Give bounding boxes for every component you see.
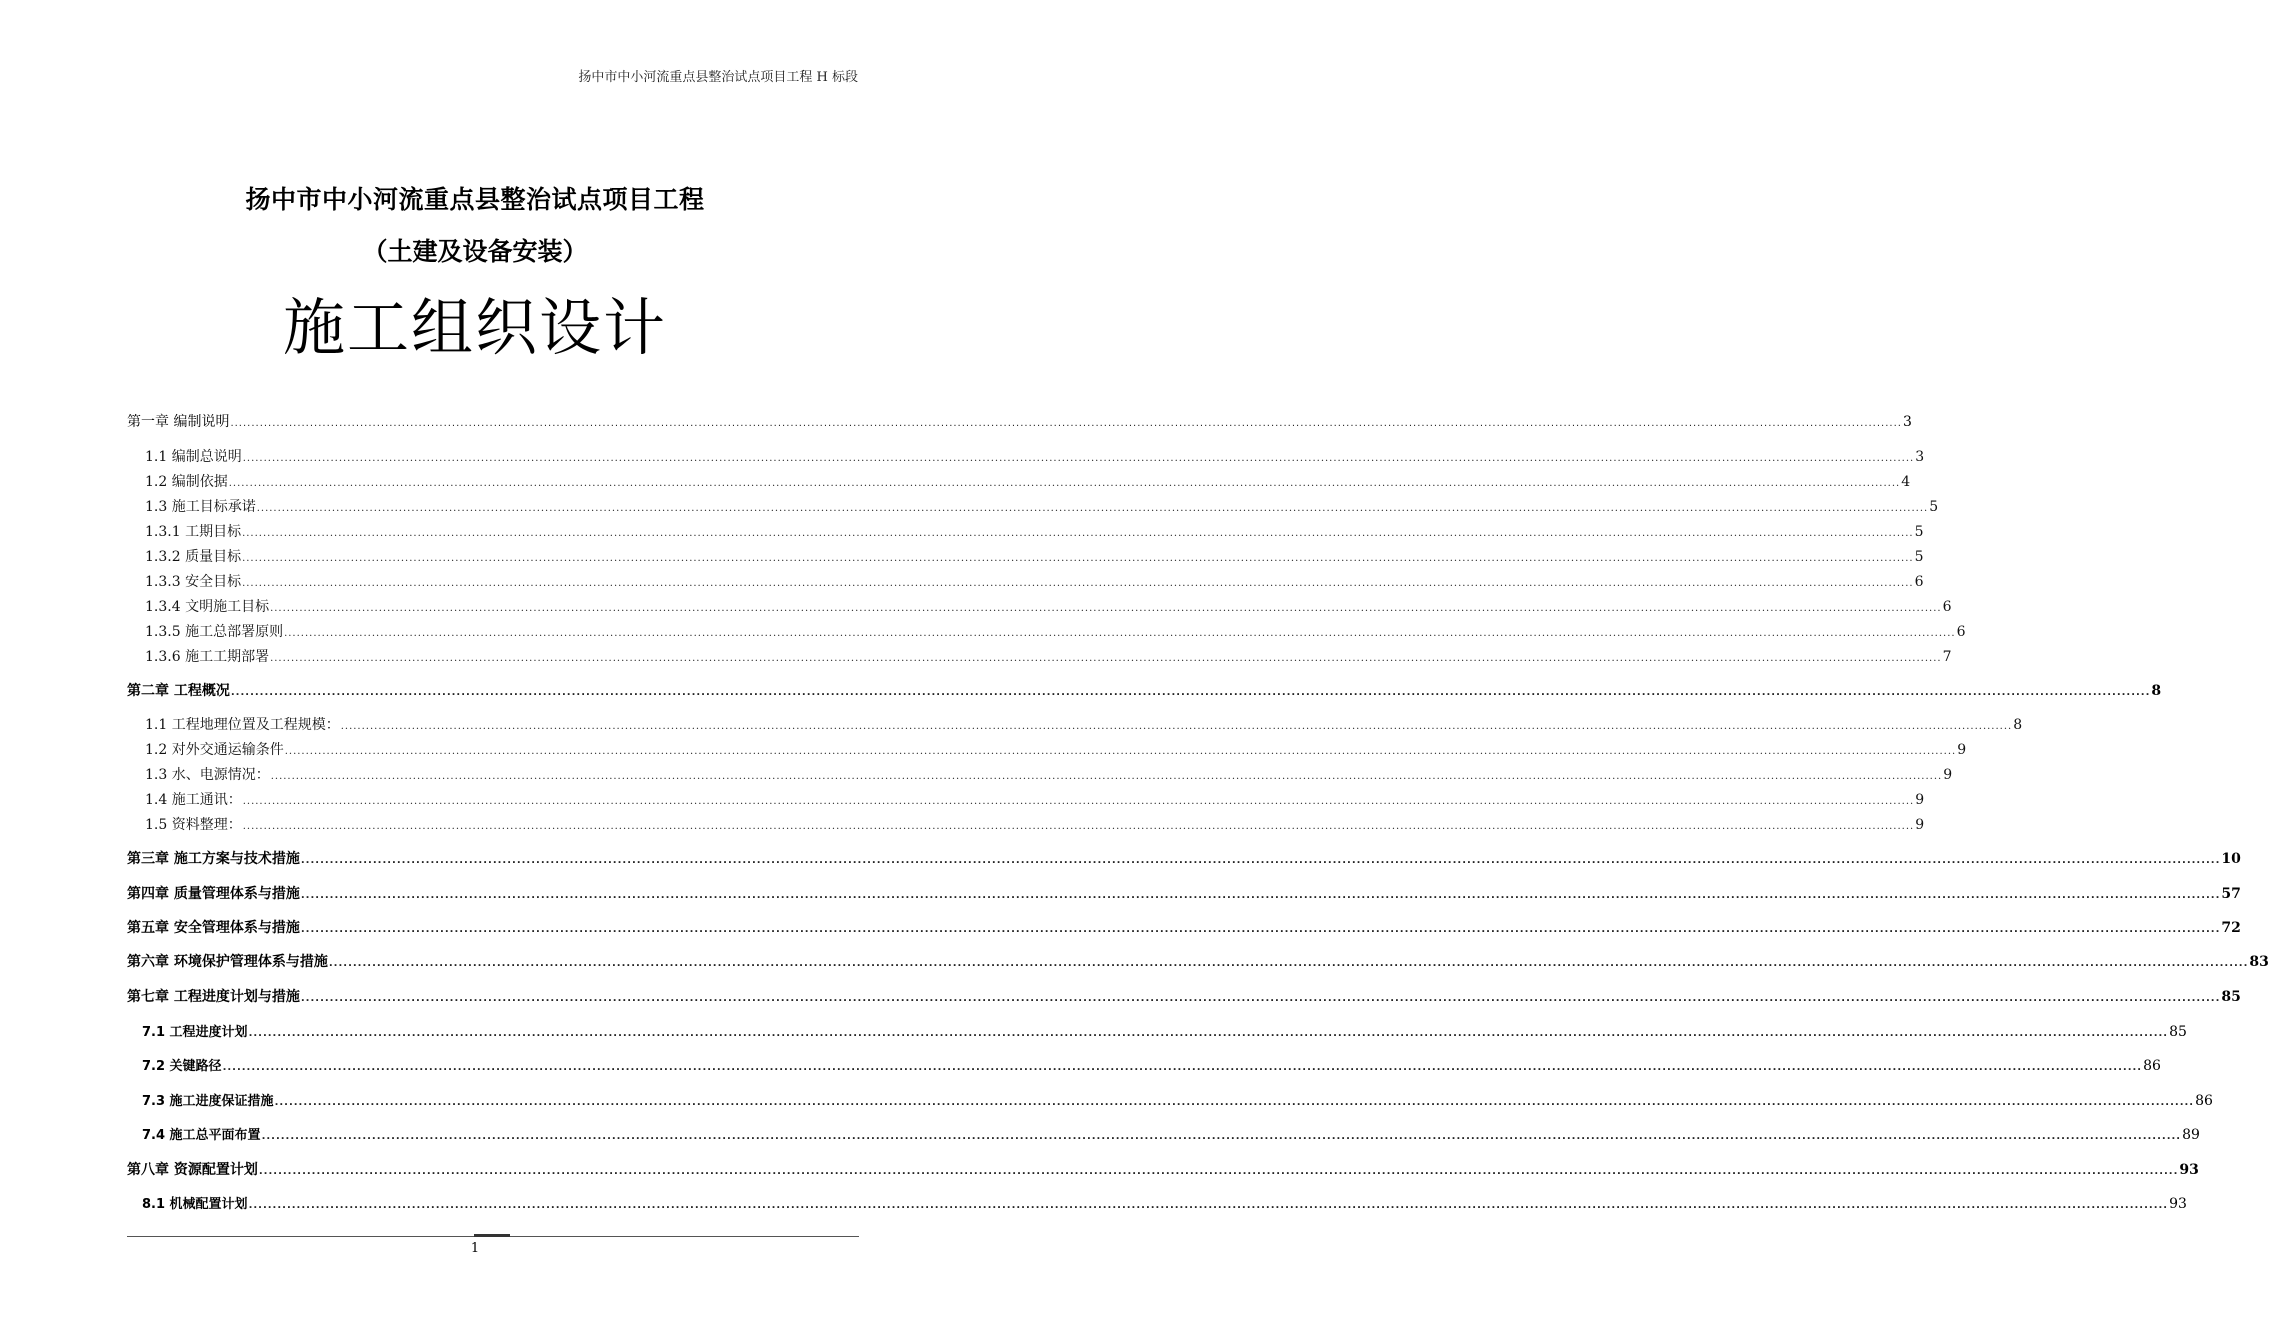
toc-entry-page: 85: [2221, 989, 2241, 1005]
toc-entry-label: 1.3 水、电源情况：: [145, 767, 270, 783]
toc-leader-dots: ................................................................................................................................................................................................................................................................................................................................................................................................................: [270, 653, 1942, 664]
toc-entry-label: 1.1 工程地理位置及工程规模：: [145, 717, 340, 733]
toc-entry[interactable]: [145, 446, 1925, 466]
toc-entry-page: 5: [1914, 524, 1924, 540]
toc-entry[interactable]: [142, 1021, 2187, 1040]
toc-entry[interactable]: [127, 951, 2269, 971]
toc-entry-page: 85: [2169, 1024, 2187, 1040]
toc-entry-label: 7.4 施工总平面布置: [142, 1128, 261, 1143]
title-line-2: （土建及设备安装）: [362, 237, 588, 266]
toc-entry[interactable]: [127, 680, 2162, 700]
toc-entry[interactable]: [145, 496, 1939, 516]
toc-entry-label: 1.3.1 工期目标: [145, 524, 242, 540]
toc-entry-page: 9: [1957, 742, 1967, 758]
toc-entry-page: 5: [1929, 499, 1939, 515]
toc-entry-page: 7: [1942, 649, 1952, 665]
toc-leader-dots: ................................................................................................................................................................................................................................................................................................................................................................................................................: [274, 1097, 2195, 1108]
toc-entry-label: 第四章 质量管理体系与措施: [127, 886, 300, 902]
toc-entry-page: 3: [1902, 414, 1912, 430]
toc-entry-page: 9: [1943, 767, 1953, 783]
toc-leader-dots: ................................................................................................................................................................................................................................................................................................................................................................................................................: [328, 958, 2249, 969]
toc-entry-label: 第三章 施工方案与技术措施: [127, 851, 300, 867]
toc-entry-label: 1.5 资料整理：: [145, 817, 242, 833]
toc-entry-label: 1.1 编制总说明: [145, 449, 242, 465]
toc-entry[interactable]: [127, 1159, 2199, 1179]
toc-entry-label: 第五章 安全管理体系与措施: [127, 920, 300, 936]
toc-leader-dots: ................................................................................................................................................................................................................................................................................................................................................................................................................: [300, 924, 2221, 935]
toc-entry-page: 4: [1901, 474, 1911, 490]
toc-entry-label: 7.2 关键路径: [142, 1059, 222, 1074]
toc-leader-dots: ................................................................................................................................................................................................................................................................................................................................................................................................................: [248, 1200, 2169, 1211]
toc-entry[interactable]: [145, 471, 1911, 491]
toc-entry-label: 1.4 施工通讯：: [145, 792, 242, 808]
toc-entry[interactable]: [142, 1124, 2200, 1143]
toc-entry-label: 1.2 对外交通运输条件: [145, 742, 284, 758]
toc-entry-label: 第六章 环境保护管理体系与措施: [127, 954, 328, 970]
toc-leader-dots: ................................................................................................................................................................................................................................................................................................................................................................................................................: [300, 993, 2221, 1004]
toc-entry-page: 8: [2013, 717, 2023, 733]
toc-entry-label: 7.3 施工进度保证措施: [142, 1094, 274, 1109]
toc-entry[interactable]: [127, 883, 2241, 903]
toc-leader-dots: ................................................................................................................................................................................................................................................................................................................................................................................................................: [284, 746, 1957, 757]
toc-leader-dots: ................................................................................................................................................................................................................................................................................................................................................................................................................: [242, 553, 1914, 564]
toc-leader-dots: ................................................................................................................................................................................................................................................................................................................................................................................................................: [242, 453, 1915, 464]
toc-leader-dots: ................................................................................................................................................................................................................................................................................................................................................................................................................: [300, 855, 2221, 866]
toc-entry-page: 93: [2179, 1162, 2199, 1178]
toc-entry-page: 83: [2249, 954, 2269, 970]
toc-entry-page: 6: [1956, 624, 1966, 640]
toc-entry-label: 1.3.3 安全目标: [145, 574, 242, 590]
toc-entry[interactable]: [145, 571, 1924, 591]
page-header: 扬中市中小河流重点县整治试点项目工程 H 标段: [578, 70, 858, 85]
toc-entry-page: 3: [1915, 449, 1925, 465]
toc-entry[interactable]: [142, 1193, 2187, 1212]
toc-entry-label: 1.3.2 质量目标: [145, 549, 242, 565]
toc-leader-dots: ................................................................................................................................................................................................................................................................................................................................................................................................................: [248, 1028, 2169, 1039]
toc-entry[interactable]: [145, 621, 1966, 641]
document-title: 施工组织设计: [282, 291, 667, 364]
toc-entry[interactable]: [145, 739, 1967, 759]
toc-entry-label: 1.3.4 文明施工目标: [145, 599, 270, 615]
toc-entry-label: 第七章 工程进度计划与措施: [127, 989, 300, 1005]
toc-entry[interactable]: [142, 1090, 2213, 1109]
toc-leader-dots: ................................................................................................................................................................................................................................................................................................................................................................................................................: [242, 821, 1915, 832]
toc-entry[interactable]: [145, 714, 2023, 734]
toc-entry-page: 93: [2169, 1196, 2187, 1212]
toc-entry-page: 86: [2195, 1093, 2213, 1109]
toc-entry[interactable]: [145, 646, 1952, 666]
toc-entry[interactable]: [145, 814, 1925, 834]
toc-entry-page: 72: [2221, 920, 2241, 936]
toc-entry-label: 1.3 施工目标承诺: [145, 499, 256, 515]
toc-leader-dots: ................................................................................................................................................................................................................................................................................................................................................................................................................: [258, 1166, 2179, 1177]
toc-leader-dots: ................................................................................................................................................................................................................................................................................................................................................................................................................: [242, 528, 1914, 539]
toc-entry[interactable]: [145, 546, 1924, 566]
toc-entry[interactable]: [145, 789, 1925, 809]
toc-entry-page: 9: [1915, 817, 1925, 833]
toc-entry-page: 89: [2182, 1127, 2200, 1143]
toc-leader-dots: ................................................................................................................................................................................................................................................................................................................................................................................................................: [230, 687, 2151, 698]
toc-leader-dots: ................................................................................................................................................................................................................................................................................................................................................................................................................: [228, 478, 1901, 489]
toc-entry-label: 8.1 机械配置计划: [142, 1197, 248, 1212]
toc-leader-dots: ................................................................................................................................................................................................................................................................................................................................................................................................................: [230, 418, 1902, 429]
toc-leader-dots: ................................................................................................................................................................................................................................................................................................................................................................................................................: [242, 796, 1915, 807]
toc-entry-label: 第八章 资源配置计划: [127, 1162, 258, 1178]
toc-entry[interactable]: [127, 917, 2241, 937]
toc-entry-page: 10: [2221, 851, 2241, 867]
toc-entry-page: 6: [1914, 574, 1924, 590]
toc-entry-label: 1.3.5 施工总部署原则: [145, 624, 284, 640]
toc-entry-page: 86: [2143, 1058, 2161, 1074]
toc-entry-label: 第一章 编制说明: [127, 414, 230, 430]
toc-leader-dots: ................................................................................................................................................................................................................................................................................................................................................................................................................: [270, 603, 1942, 614]
toc-entry-label: 7.1 工程进度计划: [142, 1025, 248, 1040]
page-number: 1: [470, 1241, 480, 1256]
toc-entry-label: 第二章 工程概况: [127, 683, 230, 699]
toc-entry-label: 1.2 编制依据: [145, 474, 228, 490]
toc-entry-page: 57: [2221, 886, 2241, 902]
toc-leader-dots: ................................................................................................................................................................................................................................................................................................................................................................................................................: [242, 578, 1914, 589]
footer-mark: [474, 1234, 510, 1237]
toc-entry-page: 5: [1914, 549, 1924, 565]
toc-entry-page: 9: [1915, 792, 1925, 808]
toc-leader-dots: ................................................................................................................................................................................................................................................................................................................................................................................................................: [222, 1062, 2143, 1073]
toc-entry-label: 1.3.6 施工工期部署: [145, 649, 270, 665]
toc-entry[interactable]: [127, 848, 2241, 868]
toc-leader-dots: ................................................................................................................................................................................................................................................................................................................................................................................................................: [261, 1131, 2182, 1142]
toc-leader-dots: ................................................................................................................................................................................................................................................................................................................................................................................................................: [340, 721, 2013, 732]
toc-leader-dots: ................................................................................................................................................................................................................................................................................................................................................................................................................: [270, 771, 1943, 782]
toc-entry[interactable]: [145, 764, 1953, 784]
toc-entry[interactable]: [142, 1055, 2161, 1074]
toc-entry-page: 6: [1942, 599, 1952, 615]
toc-leader-dots: ................................................................................................................................................................................................................................................................................................................................................................................................................: [284, 628, 1956, 639]
title-line-1: 扬中市中小河流重点县整治试点项目工程: [245, 185, 705, 214]
toc-entry[interactable]: [145, 521, 1924, 541]
toc-entry[interactable]: [127, 986, 2241, 1006]
toc-entry[interactable]: [145, 596, 1952, 616]
toc-leader-dots: ................................................................................................................................................................................................................................................................................................................................................................................................................: [256, 503, 1929, 514]
toc-entry-page: 8: [2151, 683, 2162, 699]
toc-entry[interactable]: [127, 411, 1912, 431]
toc-leader-dots: ................................................................................................................................................................................................................................................................................................................................................................................................................: [300, 890, 2221, 901]
